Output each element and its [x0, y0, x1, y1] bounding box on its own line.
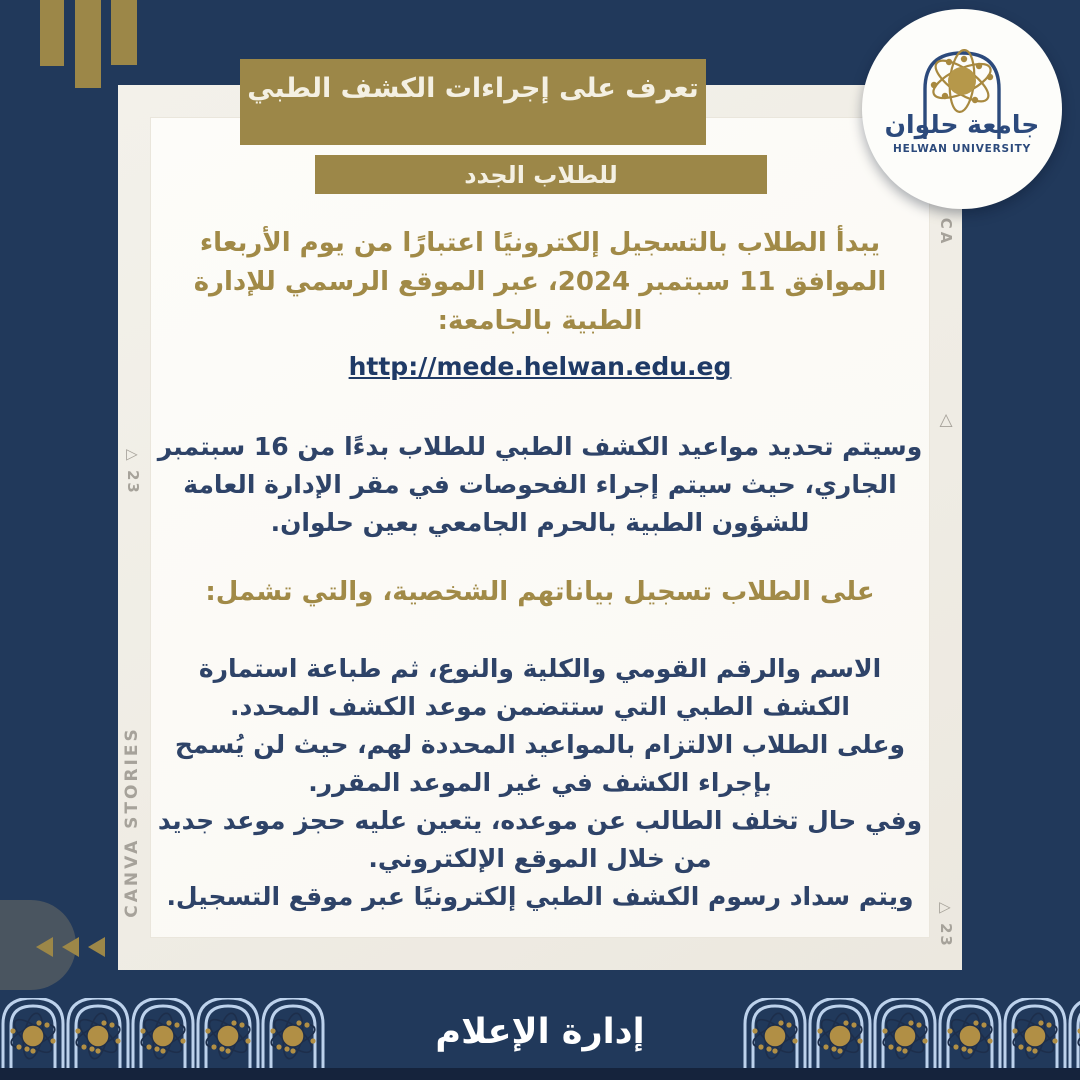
- detail-line: وعلى الطلاب الالتزام بالمواعيد المحددة لهم، حيث لن يُسمح بإجراء الكشف في غير الموعد المقرر.: [174, 730, 906, 797]
- film-brand-text-partial: CA: [937, 217, 955, 247]
- detail-line: الاسم والرقم القومي والكلية والنوع، ثم طباعة استمارة الكشف الطبي التي ستتضمن موعد الكشف المحدد.: [198, 654, 882, 721]
- left-arrow-icon: [62, 937, 79, 957]
- triangle-icon: △: [124, 449, 142, 463]
- helwan-university-logo: [862, 9, 1062, 209]
- data-heading: على الطلاب تسجيل بياناتهم الشخصية، والتي تشمل:: [205, 577, 875, 607]
- subtitle-text: للطلاب الجدد: [464, 160, 618, 189]
- intro-paragraph: يبدأ الطلاب بالتسجيل إلكترونيًا اعتبارًا من يوم الأربعاء الموافق 11 سبتمبر 2024، عبر الموقع الرسمي للإدارة الطبية بالجامعة:: [193, 228, 887, 336]
- detail-line: وفي حال تخلف الطالب عن موعده، يتعين عليه حجز موعد جديد من خلال الموقع الإلكتروني.: [157, 806, 923, 873]
- details-block: [155, 650, 925, 916]
- film-brand-text: CANVA STORIES: [122, 726, 142, 918]
- title-text: تعرف على إجراءات الكشف الطبي: [247, 73, 699, 104]
- logo-arabic-name: جامعة حلوان: [884, 110, 1040, 139]
- triple-left-arrows-icon: [36, 937, 105, 957]
- detail-line: ويتم سداد رسوم الكشف الطبي إلكترونيًا عبر موقع التسجيل.: [166, 882, 914, 911]
- subtitle-banner: [315, 155, 767, 194]
- left-arrow-icon: [36, 937, 53, 957]
- bottom-strip: [0, 1068, 1080, 1080]
- film-mark-right-top: [937, 218, 955, 247]
- film-mark-right-bottom: [937, 902, 955, 948]
- deco-bar-1: [40, 0, 64, 66]
- deco-bar-3: [111, 0, 137, 65]
- left-arrow-icon: [88, 937, 105, 957]
- film-mark-left-top: [124, 449, 142, 495]
- triangle-icon: △: [939, 410, 953, 430]
- logo-english-name: HELWAN UNIVERSITY: [893, 143, 1031, 155]
- footer-department-label: إدارة الإعلام: [435, 1012, 645, 1052]
- triangle-icon: △: [937, 902, 955, 916]
- film-number: 23: [937, 922, 955, 948]
- film-number: 23: [124, 469, 142, 495]
- film-mark-left-bottom: [122, 726, 142, 918]
- logo-graphic: [862, 9, 1062, 209]
- schedule-paragraph: وسيتم تحديد مواعيد الكشف الطبي للطلاب بدءًا من 16 سبتمبر الجاري، حيث سيتم إجراء الفحوصات في مقر الإدارة العامة للشؤون الطبية بالحرم الجامعي بعين حلوان.: [157, 432, 923, 537]
- deco-bar-2: [75, 0, 101, 88]
- registration-link[interactable]: http://mede.helwan.edu.eg: [348, 352, 732, 381]
- title-banner: [240, 59, 706, 145]
- registration-link-row: [155, 352, 925, 381]
